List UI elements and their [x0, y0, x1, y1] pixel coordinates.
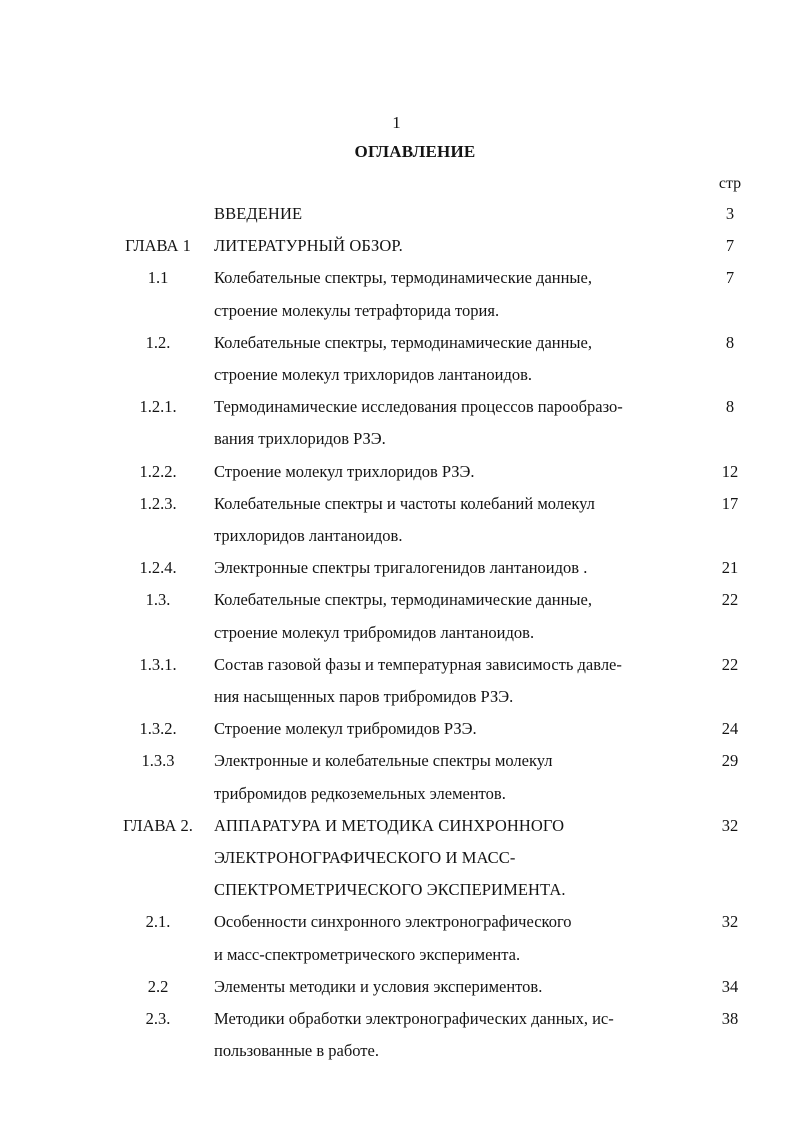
toc-section-entry	[0, 488, 793, 552]
toc-entry-title-line: трибромидов редкоземельных элементов.	[214, 783, 506, 803]
toc-entry-number: 1.2.3.	[139, 493, 177, 513]
toc-entry-number: 1.3.	[145, 590, 171, 610]
toc-section-entry	[0, 391, 793, 455]
toc-entry-page: 22	[721, 654, 739, 674]
toc-entry-title-line: пользованные в работе.	[214, 1041, 379, 1061]
toc-entry-page: 38	[721, 1009, 739, 1029]
toc-entry-number: 2.1.	[145, 912, 171, 932]
toc-entry-number: 1.2.	[145, 332, 171, 352]
toc-entry-title-line: Состав газовой фазы и температурная зависимость давле-	[214, 654, 622, 674]
toc-section-entry	[0, 745, 793, 809]
toc-entry-title-line: Методики обработки электронографических данных, ис-	[214, 1009, 614, 1029]
toc-entry-number: 1.3.3	[141, 751, 175, 771]
toc-chapter-entry	[0, 198, 793, 230]
toc-entry-title-line: ЭЛЕКТРОНОГРАФИЧЕСКОГО И МАСС-	[214, 848, 516, 868]
toc-entry-title-line: Строение молекул трибромидов РЗЭ.	[214, 719, 477, 739]
toc-section-entry	[0, 262, 793, 326]
toc-entry-title	[214, 906, 694, 970]
toc-section-entry	[0, 906, 793, 970]
toc-entry-title	[214, 1003, 694, 1067]
toc-entry-title-line: ВВЕДЕНИЕ	[214, 204, 303, 223]
toc-entry-page: 22	[721, 590, 739, 610]
toc-entry-page: 17	[721, 493, 739, 513]
toc-entry-number: 1.3.2.	[139, 719, 177, 739]
page-number: 1	[392, 113, 401, 132]
toc-entry-number: 1.2.4.	[139, 558, 177, 578]
page-column-header: стр	[718, 175, 742, 192]
toc-entry-title	[214, 810, 694, 907]
toc-entry-title	[214, 745, 694, 809]
toc-entry-page: 32	[721, 912, 739, 932]
toc-section-entry	[0, 649, 793, 713]
toc-entry-number: ГЛАВА 1	[125, 236, 191, 256]
toc-section-entry	[0, 1003, 793, 1067]
table-of-contents	[0, 198, 793, 1067]
toc-entry-title	[214, 456, 694, 488]
toc-entry-title	[214, 584, 694, 648]
toc-entry-title-line: Строение молекул трихлоридов РЗЭ.	[214, 461, 475, 481]
toc-section-entry	[0, 327, 793, 391]
toc-entry-title-line: Колебательные спектры, термодинамические данные,	[214, 268, 592, 288]
toc-entry-page: 21	[721, 558, 739, 578]
toc-entry-title-line: АППАРАТУРА И МЕТОДИКА СИНХРОННОГО	[214, 815, 565, 835]
toc-entry-number: 2.2	[147, 976, 169, 996]
toc-section-entry	[0, 584, 793, 648]
toc-entry-title-line: и масс-спектрометрического эксперимента.	[214, 944, 521, 964]
toc-entry-page: 12	[721, 461, 739, 481]
toc-section-entry	[0, 713, 793, 745]
toc-entry-title	[214, 552, 694, 584]
toc-entry-title-line: строение молекулы тетрафторида тория.	[214, 300, 500, 320]
toc-entry-page: 34	[721, 976, 739, 996]
toc-entry-title-line: СПЕКТРОМЕТРИЧЕСКОГО ЭКСПЕРИМЕНТА.	[214, 880, 566, 900]
toc-entry-number: 1.2.2.	[139, 461, 177, 481]
toc-entry-number: ГЛАВА 2.	[123, 815, 193, 835]
toc-entry-number: 2.3.	[145, 1009, 171, 1029]
toc-entry-title	[214, 488, 694, 552]
toc-entry-title-line: Колебательные спектры и частоты колебаний молекул	[214, 493, 595, 513]
toc-entry-page: 24	[721, 719, 739, 739]
toc-chapter-entry	[0, 230, 793, 262]
toc-entry-title-line: трихлоридов лантаноидов.	[214, 526, 403, 546]
toc-entry-title-line: Электронные и колебательные спектры молекул	[214, 751, 553, 771]
toc-entry-title	[214, 327, 694, 391]
toc-entry-number: 1.2.1.	[139, 397, 177, 417]
toc-entry-number: 1.1	[147, 268, 169, 288]
toc-entry-title	[214, 971, 694, 1003]
toc-entry-page: 7	[725, 268, 735, 288]
toc-chapter-entry	[0, 810, 793, 907]
toc-section-entry	[0, 456, 793, 488]
toc-entry-title	[214, 649, 694, 713]
toc-section-entry	[0, 552, 793, 584]
toc-entry-title-line: строение молекул трихлоридов лантаноидов.	[214, 365, 533, 385]
toc-entry-title	[214, 230, 694, 262]
toc-section-entry	[0, 971, 793, 1003]
toc-entry-title-line: ЛИТЕРАТУРНЫЙ ОБЗОР.	[214, 236, 403, 256]
toc-entry-title-line: Электронные спектры тригалогенидов лантаноидов .	[214, 558, 588, 578]
page-title: ОГЛАВЛЕНИЕ	[354, 142, 476, 161]
toc-entry-title-line: Колебательные спектры, термодинамические данные,	[214, 590, 592, 610]
toc-entry-page: 8	[725, 397, 735, 417]
toc-entry-title	[214, 391, 694, 455]
toc-entry-title-line: Колебательные спектры, термодинамические данные,	[214, 332, 592, 352]
toc-entry-title-line: строение молекул трибромидов лантаноидов.	[214, 622, 535, 642]
toc-entry-title	[214, 262, 694, 326]
toc-entry-page: 8	[725, 332, 735, 352]
toc-entry-page: 3	[725, 204, 735, 223]
toc-entry-title-line: Элементы методики и условия экспериментов.	[214, 976, 543, 996]
toc-entry-title-line: вания трихлоридов РЗЭ.	[214, 429, 386, 449]
toc-entry-title-line: Особенности синхронного электронографического	[214, 912, 572, 932]
toc-entry-title	[214, 198, 694, 230]
toc-entry-title	[214, 713, 694, 745]
toc-entry-title-line: Термодинамические исследования процессов парообразо-	[214, 397, 623, 417]
toc-entry-page: 29	[721, 751, 739, 771]
toc-entry-title-line: ния насыщенных паров трибромидов РЗЭ.	[214, 687, 514, 707]
toc-entry-page: 32	[721, 815, 739, 835]
toc-entry-number: 1.3.1.	[139, 654, 177, 674]
toc-entry-page: 7	[725, 236, 735, 256]
